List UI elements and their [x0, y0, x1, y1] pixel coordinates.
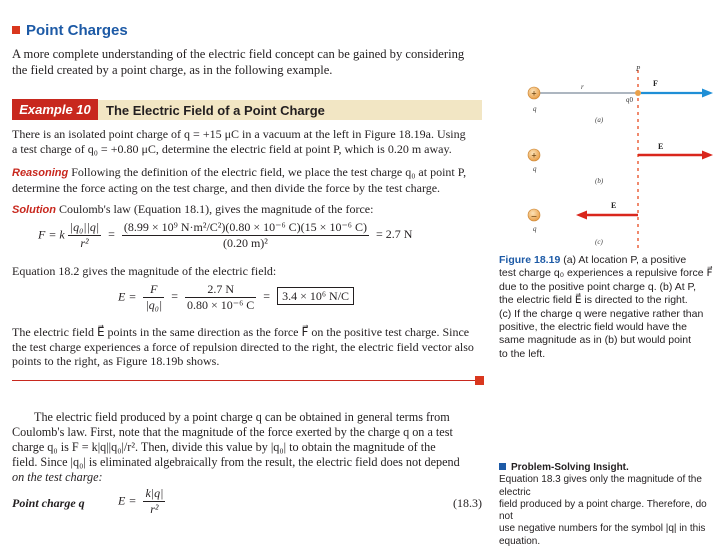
reasoning-text: [12, 165, 492, 195]
panel-label-b: (b): [595, 177, 604, 185]
conclusion-text: [12, 325, 490, 369]
force-arrowhead-a: [702, 89, 713, 98]
field-eq-lhs: E =: [118, 289, 137, 304]
force-eq-fraction-symbolic: [68, 220, 101, 251]
point-charge-equation: [12, 484, 492, 520]
problem-solving-insight: [499, 462, 719, 548]
label-E-b: E: [658, 142, 664, 151]
label-F: F: [653, 79, 658, 88]
insight-title: Problem-Solving Insight.: [511, 462, 629, 473]
label-q-a: q: [533, 105, 537, 113]
force-eq-result: = 2.7 N: [375, 227, 413, 242]
section-heading: [12, 22, 128, 39]
panel-label-c: (c): [595, 238, 603, 246]
caption-line: test charge q₀ experiences a repulsive force F⃗: [499, 267, 713, 280]
force-eq-num1: |q₀||q|: [69, 220, 100, 234]
general-line: Coulomb's law. First, note that the magnitude of the force exerted by the charge q on a test: [12, 425, 453, 439]
example-label: Example 10: [19, 102, 91, 117]
field-equation: E = $\frac{F}{\text{|q₀|}}$ = $\frac{2.7 N}{\text{0.80 × 10⁻⁶ C}}$ = 3.4 × 10⁶ N/C: [118, 282, 354, 313]
general-line: field. Since |q₀| is eliminated algebraically from the result, the electric field does not depend: [12, 455, 460, 469]
field-equation-intro: Equation 18.2 gives the magnitude of the electric field:: [12, 264, 277, 278]
force-eq-num2: (8.99 × 10⁹ N·m²/C²)(0.80 × 10⁻⁶ C)(15 × 10⁻⁶ C): [123, 220, 367, 234]
field-eq-fraction-symbolic: [143, 282, 164, 313]
reasoning-line: determine the force acting on the test charge, and then divide the force by the test charge.: [12, 180, 441, 195]
field-arrowhead-b: [702, 151, 713, 160]
general-line: charge q₀ is F = k|q||q₀|/r². Then, divide this value by |q₀| to obtain the magnitude of the: [12, 440, 436, 454]
problem-line: There is an isolated point charge of q = +15 μC in a vacuum at the left in Figure 18.19a. Using: [12, 127, 466, 141]
label-E-c: E: [611, 201, 617, 210]
field-eq-den1: |q₀|: [145, 298, 163, 312]
figure-18-19-diagram: [495, 60, 717, 250]
label-r: r: [581, 83, 584, 91]
figure-caption-title: Figure 18.19: [499, 254, 561, 266]
conclusion-line: the test charge experiences a force of repulsion directed to the right, the electric field vector also: [12, 339, 474, 354]
label-q0: q0: [626, 96, 633, 104]
point-eq-fraction: [143, 486, 165, 517]
solution-text: [12, 202, 492, 218]
conclusion-line: The electric field E⃗ points in the same direction as the force F⃗ on the positive test charge. Since: [12, 325, 470, 339]
section-marker-icon: [12, 26, 20, 34]
insight-line: equation.: [499, 535, 541, 547]
solution-label: Solution: [12, 204, 56, 216]
force-eq-fraction-numeric: [122, 220, 369, 251]
insight-line: field produced by a point charge. Therefore, do not: [499, 498, 707, 523]
field-eq-num1: F: [143, 282, 164, 298]
force-eq-lhs: F = k: [38, 227, 65, 242]
caption-line: to the left.: [499, 347, 546, 360]
field-arrowhead-c: [576, 211, 587, 220]
field-eq-fraction-numeric: [185, 282, 256, 313]
caption-line: (a) At location P, a positive: [563, 254, 687, 266]
section-title: Point Charges: [26, 22, 128, 39]
test-charge-a: [635, 90, 641, 96]
force-eq-den2: (0.20 m)²: [222, 236, 268, 250]
minus-sign-c: –: [531, 210, 537, 221]
field-eq-result: 3.4 × 10⁶ N/C: [277, 287, 354, 305]
general-paragraph: [12, 410, 490, 485]
example-end-marker: [475, 376, 484, 385]
figure-caption: [499, 254, 719, 361]
example-end-rule: [12, 380, 477, 381]
point-eq-num: k|q|: [145, 486, 164, 500]
caption-line: same magnitude as in (b) but would point: [499, 334, 692, 347]
insight-line: use negative numbers for the symbol |q| in this: [499, 523, 706, 535]
reasoning-label: Reasoning: [12, 167, 69, 179]
solution-line: Coulomb's law (Equation 18.1), gives the magnitude of the force:: [59, 202, 374, 216]
caption-line: the electric field E⃗ is directed to the right.: [499, 294, 688, 307]
panel-label-a: (a): [595, 116, 604, 124]
label-P: P: [636, 65, 641, 73]
reasoning-line: Following the definition of the electric field, we place the test charge q₀ at point P,: [71, 165, 467, 179]
field-eq-num2: 2.7 N: [185, 282, 256, 298]
point-eq-lhs: E =: [118, 493, 137, 508]
caption-line: due to the positive point charge q. (b) At P,: [499, 280, 697, 293]
conclusion-line: points to the right, as Figure 18.19b shows.: [12, 354, 220, 368]
plus-sign-b: +: [531, 150, 537, 161]
label-q-c: q: [533, 225, 537, 233]
point-eq-label: Point charge q: [12, 496, 85, 510]
intro-line: A more complete understanding of the electric field concept can be gained by considering: [12, 47, 465, 61]
general-line: on the test charge:: [12, 470, 103, 484]
caption-line: (c) If the charge q were negative rather than: [499, 307, 704, 320]
force-eq-den1: r²: [80, 236, 89, 250]
label-q-b: q: [533, 165, 537, 173]
point-eq-number: (18.3): [453, 496, 482, 510]
insight-marker-icon: [499, 463, 506, 470]
intro-paragraph: [12, 46, 482, 78]
point-eq-body: [118, 486, 165, 517]
caption-line: positive, the electric field would have the: [499, 321, 687, 334]
intro-line: the field created by a point charge, as in the following example.: [12, 63, 333, 77]
example-label-box: [12, 99, 98, 120]
point-eq-den: r²: [150, 502, 159, 516]
problem-text: [12, 127, 487, 156]
plus-sign-a: +: [531, 88, 537, 99]
insight-line: Equation 18.3 gives only the magnitude of the electric: [499, 474, 702, 498]
force-equation: F = k $\frac{\text{|q₀||q|}}{\text{r²}}$ = $\frac{\text{(8.99 × 10⁹ N·m²/C²)(0.80 × 10⁻⁶ C)(15 × 10⁻⁶ C)}}{\text{(0.20 m)²}}$ = 2.7 N: [38, 220, 413, 250]
problem-line: a test charge of q₀ = +0.80 μC, determine the electric field at point P, which is 0.20 m away.: [12, 141, 452, 156]
example-title: The Electric Field of a Point Charge: [106, 103, 325, 118]
field-eq-den2: 0.80 × 10⁻⁶ C: [187, 298, 255, 312]
general-line: The electric field produced by a point charge q can be obtained in general terms from: [34, 410, 450, 424]
